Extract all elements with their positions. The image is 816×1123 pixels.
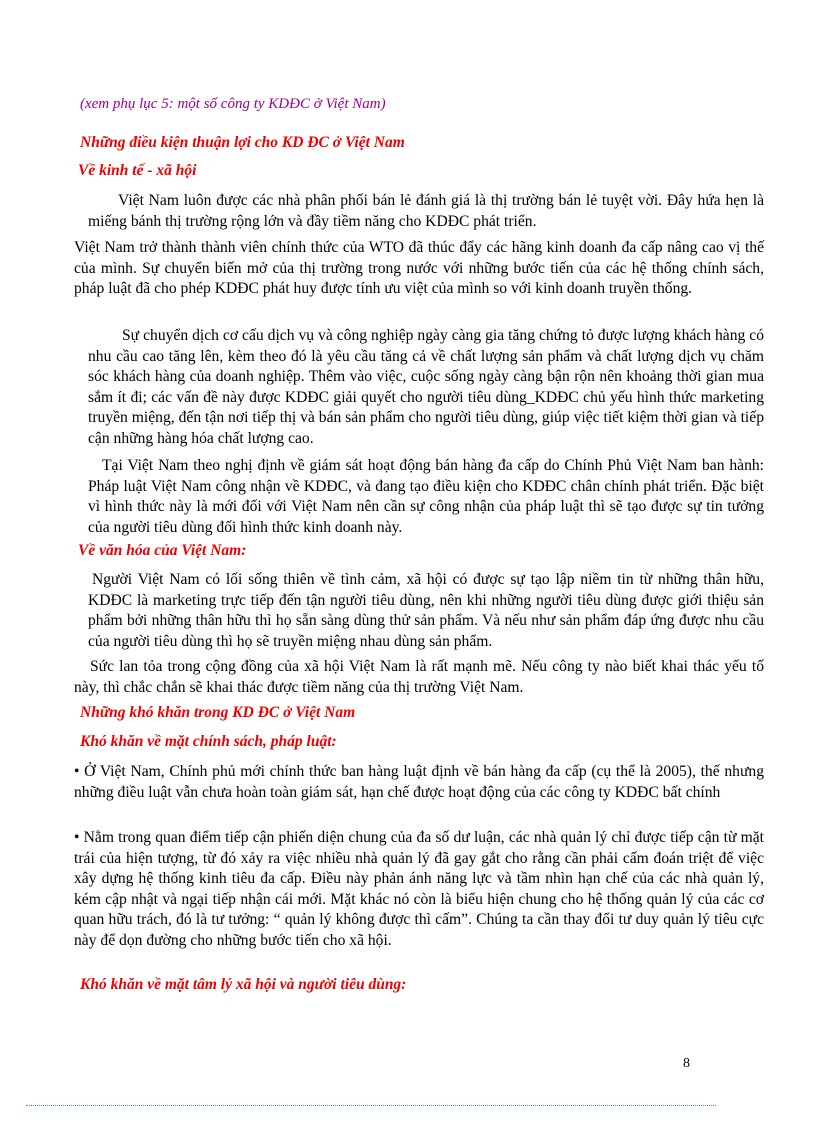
economy-society-heading: Về kinh tế - xã hội	[78, 162, 197, 179]
psychology-difficulties-heading: Khó khăn về mặt tâm lý xã hội và người tiêu dùng:	[80, 976, 407, 993]
policy-difficulties-heading: Khó khăn về mặt chính sách, pháp luật:	[80, 733, 337, 750]
culture-heading: Về văn hóa của Việt Nam:	[78, 542, 247, 559]
culture-paragraph-1: Người Việt Nam có lối sống thiên về tình cảm, xã hội có được sự tạo lập niềm tin từ những thân hữu, KDĐC là marketing trực tiếp đến tận người tiêu dùng, nên khi những người tiêu dùng được giới thiệu sản phẩm bởi những thân hữu thì họ sẵn sàng dùng thử sản phẩm. Và nếu như sản phẩm đáp ứng được nhu cầu của người tiêu dùng thì họ sẽ truyền miệng nhau dùng sản phẩm.	[88, 571, 764, 650]
favorable-conditions-heading: Những điều kiện thuận lợi cho KD ĐC ở Việt Nam	[80, 134, 405, 151]
economy-paragraph-1: Việt Nam luôn được các nhà phân phối bán lẻ đánh giá là thị trường bán lẻ tuyệt vời. Đây hứa hẹn là miếng bánh thị trường rộng lớn và đầy tiềm năng cho KDĐC phát triển.	[88, 192, 764, 230]
economy-paragraph-2: Việt Nam trở thành thành viên chính thức của WTO đã thúc đẩy các hãng kinh doanh đa cấp nâng cao vị thế của mình. Sự chuyển biến mở của thị trường trong nước với những bước tiến của các hệ thống chính sách, pháp luật đã cho phép KDĐC phát huy được tính ưu việt của mình so với kinh doanh truyền thống.	[74, 239, 764, 297]
policy-bullet-1: • Ở Việt Nam, Chính phủ mới chính thức ban hàng luật định về bán hàng đa cấp (cụ thể là 2005), thế nhưng những điều luật vẫn chưa hoàn toàn giám sát, hạn chế được hoạt động của các công ty KDĐC bất chính	[74, 763, 764, 801]
difficulties-heading: Những khó khăn trong KD ĐC ở Việt Nam	[80, 704, 356, 721]
policy-bullet-2: • Nằm trong quan điểm tiếp cận phiến diện chung của đa số dư luận, các nhà quản lý chỉ được tiếp cận từ mặt trái của hiện tượng, từ đó xảy ra việc nhiều nhà quản lý đã gay gắt cho rằng cần phải cấm đoán triệt để việc xây dựng hệ thống kinh tiêu đa cấp. Điều này phản ánh năng lực và tầm nhìn hạn chế của các nhà quản lý, kém cập nhật và ngại tiếp nhận cái mới. Mặt khác nó còn là biểu hiện chung cho hệ thống quản lý của các cơ quan hữu trách, đó là tư tưởng: “ quản lý không được thì cấm”. Chúng ta cần thay đổi tư duy quản lý tiêu cực này để dọn đường cho những bước tiến cho xã hội.	[74, 829, 764, 949]
economy-paragraph-4: Tại Việt Nam theo nghị định về giám sát hoạt động bán hàng đa cấp do Chính Phủ Việt Nam ban hành: Pháp luật Việt Nam công nhận về KDĐC, và đang tạo điều kiện cho KDĐC chân chính phát triển. Đặc biệt vì hình thức này là mới đối với Việt Nam nên cần sự công nhận của pháp luật thì sẽ tạo được sự tin tưởng của người tiêu dùng đối hình thức kinh doanh này.	[88, 457, 764, 536]
footer-divider	[26, 1105, 716, 1106]
reference-note: (xem phụ lục 5: một số công ty KDĐC ở Việt Nam)	[80, 96, 386, 112]
culture-paragraph-2: Sức lan tỏa trong cộng đồng của xã hội Việt Nam là rất mạnh mẽ. Nếu công ty nào biết khai thác yếu tố này, thì chắc chắn sẽ khai thác được tiềm năng của thị trường Việt Nam.	[74, 658, 764, 696]
page-number: 8	[683, 1056, 690, 1071]
economy-paragraph-3: Sự chuyển dịch cơ cấu dịch vụ và công nghiệp ngày càng gia tăng chứng tỏ được lượng khách hàng có nhu cầu cao tăng lên, kèm theo đó là yêu cầu tăng cả về chất lượng sản phẩm và chất lượng dịch vụ chăm sóc khách hàng của doanh nghiệp. Thêm vào việc, cuộc sống ngày càng bận rộn nên khoảng thời gian mua sắm ít đi; các vấn đề này được KDĐC giải quyết cho người tiêu dùng_KDĐC chủ yếu hình thức marketing truyền miệng, đến tận nơi tiếp thị và bán sản phẩm cho người tiêu dùng, giúp việc tiết kiệm thời gian và tiếp cận những hàng hóa chất lượng cao.	[88, 327, 764, 447]
